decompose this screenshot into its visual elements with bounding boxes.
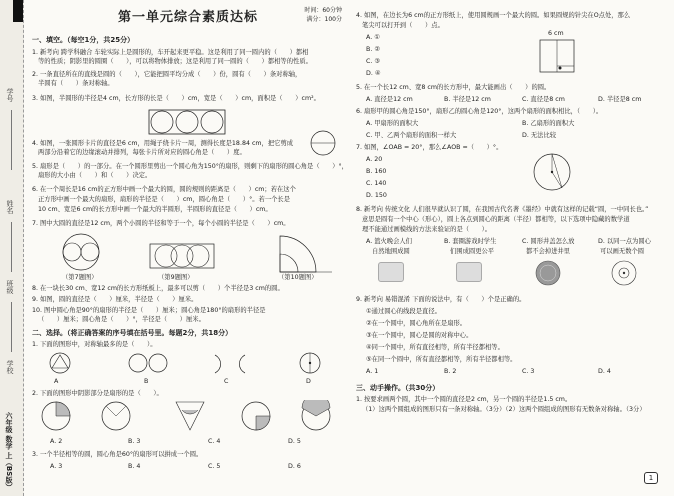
q9-caption: （第9题图） bbox=[158, 274, 194, 281]
choice-q7-figure bbox=[532, 146, 572, 198]
choice-q2-opt-a: A. 2 bbox=[50, 438, 63, 445]
q9: 9. 如图，圆的直径是（ ）厘米，半径是（ ）厘米。 bbox=[32, 296, 198, 303]
choice-q2-opt-d: D. 5 bbox=[288, 438, 301, 445]
q3: 3. 如图，半圆形的半径是4 cm，长方形的长是（ ）cm，宽是（ ）cm，面积是（ ）cm²。 bbox=[32, 95, 320, 102]
q4-line1: 4. 如图，一张圆形卡片的直径是6 cm，用绳子绕卡片一周，测得长度是18.84 cm，把它剪成 bbox=[32, 140, 294, 147]
choice-q5-opt-b: B. 半径是12 cm bbox=[444, 96, 491, 103]
campfire-image bbox=[378, 262, 404, 282]
choice-q3-opt-c: C. 5 bbox=[208, 463, 221, 470]
binding-strip bbox=[0, 0, 24, 496]
q10-line2: （ ）厘米；圆心角是（ ）°，半径是（ ）厘米。 bbox=[38, 316, 205, 323]
left-column bbox=[28, 0, 346, 496]
section-operation: 三、动手操作。（共30分） bbox=[356, 384, 440, 392]
q7-figure bbox=[56, 232, 106, 272]
choice-q5-opt-c: C. 直径是8 cm bbox=[522, 96, 565, 103]
statement-4: ④同一个圆中，所有直径相等，所有半径都相等。 bbox=[366, 344, 504, 351]
binding-label-id: 学号 bbox=[6, 88, 14, 102]
subject-label: 六年级 数学 上（BS版） bbox=[5, 411, 13, 490]
choice-q1-opt-c: C bbox=[224, 378, 229, 385]
exam-meta bbox=[304, 6, 342, 24]
q5-line2: 扇形的大小由（ ）和（ ）决定。 bbox=[38, 172, 152, 179]
choice-q9: 9. 新考向 易错混淆 下面的说法中，有（ ）个是正确的。 bbox=[356, 296, 526, 303]
choice-q5-opt-a: A. 直径是12 cm bbox=[366, 96, 413, 103]
statement-3: ③在一个圆中，圆心是圆的对称中心。 bbox=[366, 332, 473, 339]
choice-q4-opt-a: A. ① bbox=[366, 34, 380, 41]
q7-caption: （第7题图） bbox=[62, 274, 98, 281]
choice-q8-opt-b2: 们围成圆更公平 bbox=[450, 248, 495, 255]
choice-q4-opt-b: B. ② bbox=[366, 46, 380, 53]
choice-q2-opt-b: B. 3 bbox=[128, 438, 141, 445]
q10-caption: （第10题图） bbox=[278, 274, 318, 281]
q3-figure bbox=[148, 108, 228, 136]
operation-q1-parts: （1）这两个圆组成的图形只有一条对称轴。（3分）（2）这两个圆组成的图形有无数条对称轴。（3分） bbox=[362, 406, 646, 413]
choice-q4-line1: 4. 如图，在边长为6 cm的正方形纸上，使用圆规画一个最大的圆。如果圆规的针尖在O点处，那么 bbox=[356, 12, 631, 19]
choice-q4-opt-c: C. ③ bbox=[366, 58, 381, 65]
choice-q1-opt-a: A bbox=[54, 378, 59, 385]
choice-q6-opt-a: A. 甲扇形的面积大 bbox=[366, 120, 419, 127]
statement-5: ⑤在同一个圆中，所有直径都相等，所有半径都相等。 bbox=[366, 356, 517, 363]
choice-q8-line3: 理不能通过画模线的方法来验证的是（ ）。 bbox=[362, 226, 492, 233]
page-number: 1 bbox=[644, 472, 658, 484]
choice-q1: 1. 下面的图形中，对称轴最多的是（ ）。 bbox=[32, 341, 157, 348]
choice-q8-opt-d: D. 以同一点为圆心 bbox=[598, 238, 651, 245]
section-choice: 二、选择。（将正确答案的序号填在括号里。每题2分，共18分） bbox=[32, 329, 233, 337]
choice-q9-opt-a: A. 1 bbox=[366, 368, 379, 375]
q2-line2: 半圆有（ ）条对称轴。 bbox=[38, 80, 114, 87]
choice-q8-opt-d2: 可以画无数个圆 bbox=[600, 248, 645, 255]
choice-q2-figures bbox=[40, 400, 340, 434]
choice-q4-opt-d: D. ④ bbox=[366, 70, 381, 77]
choice-q4-figure bbox=[538, 38, 582, 76]
time-limit: 时间：60分钟 bbox=[304, 7, 342, 14]
q1-line2: 等的性质；阴影里的圆圈（ ），可以将物体排放；这是利用了同一圆的（ ）都相等的性质。 bbox=[38, 58, 312, 65]
choice-q6-opt-c: C. 甲、乙两个扇形的面积一样大 bbox=[366, 132, 457, 139]
choice-q4-line2: 笔尖可以打开到（ ）点。 bbox=[362, 22, 444, 29]
choice-q3-opt-a: A. 3 bbox=[50, 463, 63, 470]
q6-line1: 6. 在一个周长是16 cm的正方形中画一个最大的圆，圆的规则的距离是（ ）cm；若在这个 bbox=[32, 186, 296, 193]
ring-toss-image bbox=[456, 262, 482, 282]
choice-q5-opt-d: D. 半径是8 cm bbox=[598, 96, 642, 103]
choice-q7-opt-c: C. 140 bbox=[366, 180, 387, 187]
operation-q1: 1. 按要求画两个圆，其中一个圆的直径是2 cm，另一个圆的半径是1.5 cm。 bbox=[356, 396, 572, 403]
choice-q7-opt-d: D. 150 bbox=[366, 192, 387, 199]
choice-q3: 3. 一个半径相等的圆，圆心角是60°的扇形可以拼成一个圆。 bbox=[32, 451, 203, 458]
choice-q8-opt-b: B. 套圈游戏时学生 bbox=[444, 238, 497, 245]
choice-q9-opt-d: D. 4 bbox=[598, 368, 611, 375]
choice-q7-opt-b: B. 160 bbox=[366, 168, 387, 175]
q6-line2: 正方形中画一个最大的扇形，扇形的半径是（ ）cm，圆心角是（ ）°。若一个长是 bbox=[38, 196, 291, 203]
q9-figure bbox=[148, 232, 218, 272]
q4-line2: 两部分沿着它的边缘滚动并排列，每张卡片所对应的圆心角是（ ）度。 bbox=[38, 149, 246, 156]
choice-q1-opt-d: D bbox=[306, 378, 311, 385]
choice-q6-opt-b: B. 乙扇形的面积大 bbox=[522, 120, 575, 127]
binding-label-name: 姓名 bbox=[6, 200, 14, 214]
choice-q1-opt-b: B bbox=[144, 378, 149, 385]
q2-line1: 2. 一条直径所在的直线是圆的（ ），它能把圆平均分成（ ）份，圆有（ ）条对称轴， bbox=[32, 71, 302, 78]
choice-q7-opt-a: A. 20 bbox=[366, 156, 383, 163]
choice-q8-opt-c2: 都不会掉进井里 bbox=[526, 248, 571, 255]
choice-q8-line1: 8. 新考向 传统文化 人们很早就认识了圆，在我国古代名著《墨经》中就有这样的记载“圆，一中同长也。” bbox=[356, 206, 649, 213]
choice-q3-opt-b: B. 4 bbox=[128, 463, 141, 470]
q6-line3: 10 cm、宽是6 cm的长方形中画一个最大的半圆形，半圆形的直径是（ ）cm。 bbox=[38, 206, 272, 213]
q1-line1: 1. 新考向 跨学科融合 车轮实际上是圆形的，车开起来更平稳。这是利用了同一圆内的（ ）都相 bbox=[32, 49, 309, 56]
choice-q9-opt-c: C. 3 bbox=[522, 368, 535, 375]
choice-q6-opt-d: D. 无法比较 bbox=[522, 132, 557, 139]
fig4-label: 6 cm bbox=[548, 30, 564, 37]
binding-label-school: 学校 bbox=[6, 360, 14, 374]
right-column bbox=[352, 0, 668, 496]
q10-figure bbox=[266, 232, 336, 274]
choice-q8-opt-c: C. 圆形井盖怎么放 bbox=[522, 238, 575, 245]
q7: 7. 图中大圆的直径是12 cm，两个小圆的半径和等于一个，每个小圆的半径是（ ）cm。 bbox=[32, 220, 290, 227]
concentric-circles-image bbox=[610, 260, 638, 286]
full-score: 满分：100分 bbox=[306, 16, 342, 23]
manhole-image bbox=[534, 260, 562, 286]
choice-q8-line2: 意思是圆有一个中心（形心），圆上各点到圆心的距离（半径）都相等，以下选项中隐藏的数学道 bbox=[362, 216, 630, 223]
q8: 8. 在一块长30 cm、宽12 cm的长方形纸板上，最多可以剪（ ）个半径是3 cm的圆。 bbox=[32, 285, 284, 292]
binding-mark bbox=[13, 0, 23, 22]
section-fill: 一、填空。（每空1分，共25分） bbox=[32, 36, 135, 44]
q4-figure bbox=[308, 128, 338, 158]
q10-line1: 10. 图中圆心角是90°的扇形的半径是（ ）厘米；圆心角是180°的扇形的半径是 bbox=[32, 307, 266, 314]
choice-q3-opt-d: D. 6 bbox=[288, 463, 301, 470]
choice-q1-figures bbox=[40, 351, 330, 379]
choice-q2-opt-c: C. 4 bbox=[208, 438, 221, 445]
statement-1: ①通过圆心的线段是直径。 bbox=[366, 308, 441, 315]
statement-2: ②在一个圆中，圆心角所在是扇形。 bbox=[366, 320, 467, 327]
q5-line1: 5. 扇形是（ ）的一部分。在一个圆形里剪出一个圆心角为150°的扇形，则剩下的扇形的圆心角是（ ）°， bbox=[32, 163, 348, 170]
binding-label-class: 班级 bbox=[6, 280, 14, 294]
choice-q8-opt-a2: 自然地围成圆 bbox=[372, 248, 410, 255]
choice-q2: 2. 下面的图形中阴影部分是扇形的是（ ）。 bbox=[32, 390, 163, 397]
choice-q7: 7. 如图，∠OAB = 20°，那么∠AOB =（ ）°。 bbox=[356, 144, 503, 151]
choice-q9-opt-b: B. 2 bbox=[444, 368, 457, 375]
page-title: 第一单元综合素质达标 bbox=[118, 10, 259, 25]
choice-q5: 5. 在一个长12 cm、宽8 cm的长方形中，最大能画出（ ）的圆。 bbox=[356, 84, 551, 91]
choice-q8-opt-a: A. 篮火晚会人们 bbox=[366, 238, 412, 245]
choice-q6: 6. 扇形甲的圆心角是150°，扇形乙的圆心角是120°，这两个扇形的面积相比，（ ）。 bbox=[356, 108, 603, 115]
